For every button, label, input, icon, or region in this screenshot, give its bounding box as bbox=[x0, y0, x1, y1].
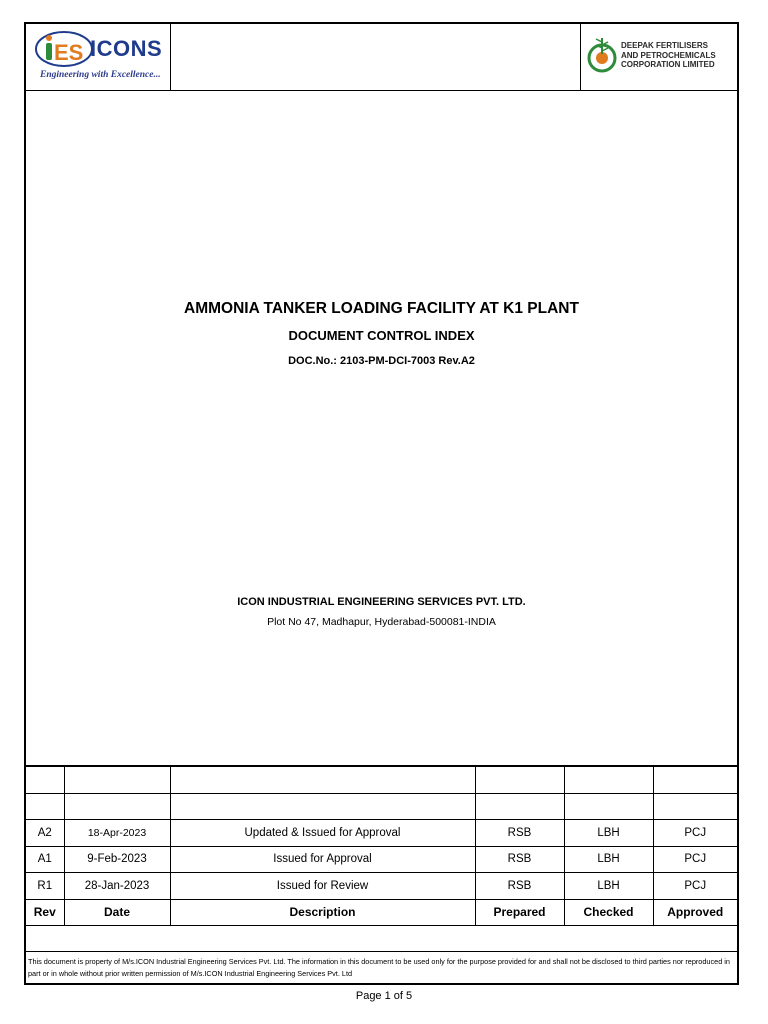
dfpcl-name-line-2: AND PETROCHEMICALS bbox=[621, 50, 716, 60]
table-row bbox=[26, 766, 737, 793]
prepared-cell: RSB bbox=[475, 820, 564, 847]
icons-tagline: Engineering with Excellence... bbox=[40, 70, 161, 80]
header-approved: Approved bbox=[653, 899, 737, 926]
checked-cell: LBH bbox=[564, 820, 653, 847]
approved-cell: PCJ bbox=[653, 846, 737, 873]
approved-cell: PCJ bbox=[653, 820, 737, 847]
blank-row bbox=[26, 925, 737, 952]
table-row bbox=[26, 793, 737, 820]
date-cell: 18-Apr-2023 bbox=[64, 820, 170, 847]
checked-cell bbox=[564, 793, 653, 820]
table-header-row bbox=[26, 899, 737, 926]
prepared-cell bbox=[475, 766, 564, 793]
date-cell bbox=[64, 793, 170, 820]
header-checked: Checked bbox=[564, 899, 653, 926]
dfpcl-name-line-1: DEEPAK FERTILISERS bbox=[621, 41, 708, 50]
disclaimer-text: This document is property of M/s.ICON Industrial Engineering Services Pvt. Ltd. The information in this document to be used only for the purpose provided for and shall not be disclosed to third parties nor reproduced in part or in whole without prior written permission of M/s.ICON Industrial Engineering Services Pvt. Ltd bbox=[28, 957, 730, 978]
rev-cell bbox=[26, 793, 64, 820]
rev-cell bbox=[26, 766, 64, 793]
page-number: Page 1 of 5 bbox=[355, 990, 413, 1002]
dfpcl-name-line-3: CORPORATION LIMITED bbox=[621, 60, 715, 69]
table-row bbox=[26, 820, 737, 847]
document-frame bbox=[24, 22, 739, 985]
dfpcl-name bbox=[621, 41, 716, 70]
company-name: ICON INDUSTRIAL ENGINEERING SERVICES PVT. LTD. bbox=[237, 596, 526, 608]
icons-brand-text: ICONS bbox=[90, 36, 163, 61]
icons-logo-mark-icon bbox=[32, 28, 92, 70]
rev-cell: A1 bbox=[26, 846, 64, 873]
approved-cell: PCJ bbox=[653, 873, 737, 900]
prepared-cell bbox=[475, 793, 564, 820]
date-cell: 9-Feb-2023 bbox=[64, 846, 170, 873]
checked-cell: LBH bbox=[564, 873, 653, 900]
header-rev: Rev bbox=[26, 899, 64, 926]
description-cell: Updated & Issued for Approval bbox=[170, 820, 475, 847]
prepared-cell: RSB bbox=[475, 873, 564, 900]
rev-cell: R1 bbox=[26, 873, 64, 900]
description-cell bbox=[170, 766, 475, 793]
description-cell: Issued for Approval bbox=[170, 846, 475, 873]
checked-cell bbox=[564, 766, 653, 793]
rev-cell: A2 bbox=[26, 820, 64, 847]
prepared-cell: RSB bbox=[475, 846, 564, 873]
approved-cell bbox=[653, 793, 737, 820]
dfpcl-logo bbox=[580, 24, 737, 90]
table-row bbox=[26, 846, 737, 873]
document-subtitle: DOCUMENT CONTROL INDEX bbox=[288, 328, 475, 343]
description-cell bbox=[170, 793, 475, 820]
document-number: DOC.No.: 2103-PM-DCI-7003 Rev.A2 bbox=[288, 355, 475, 367]
dfpcl-emblem-icon bbox=[585, 34, 619, 74]
date-cell: 28-Jan-2023 bbox=[64, 873, 170, 900]
header-date: Date bbox=[64, 899, 170, 926]
header-description: Description bbox=[170, 899, 475, 926]
header-prepared: Prepared bbox=[475, 899, 564, 926]
company-address: Plot No 47, Madhapur, Hyderabad-500081-INDIA bbox=[267, 616, 496, 628]
svg-text:ES: ES bbox=[54, 40, 84, 65]
description-cell: Issued for Review bbox=[170, 873, 475, 900]
document-header bbox=[26, 24, 737, 91]
table-row bbox=[26, 873, 737, 900]
date-cell bbox=[64, 766, 170, 793]
checked-cell: LBH bbox=[564, 846, 653, 873]
document-title: AMMONIA TANKER LOADING FACILITY AT K1 PLANT bbox=[184, 300, 579, 317]
icons-logo bbox=[26, 24, 171, 90]
approved-cell bbox=[653, 766, 737, 793]
revision-table bbox=[26, 765, 737, 926]
